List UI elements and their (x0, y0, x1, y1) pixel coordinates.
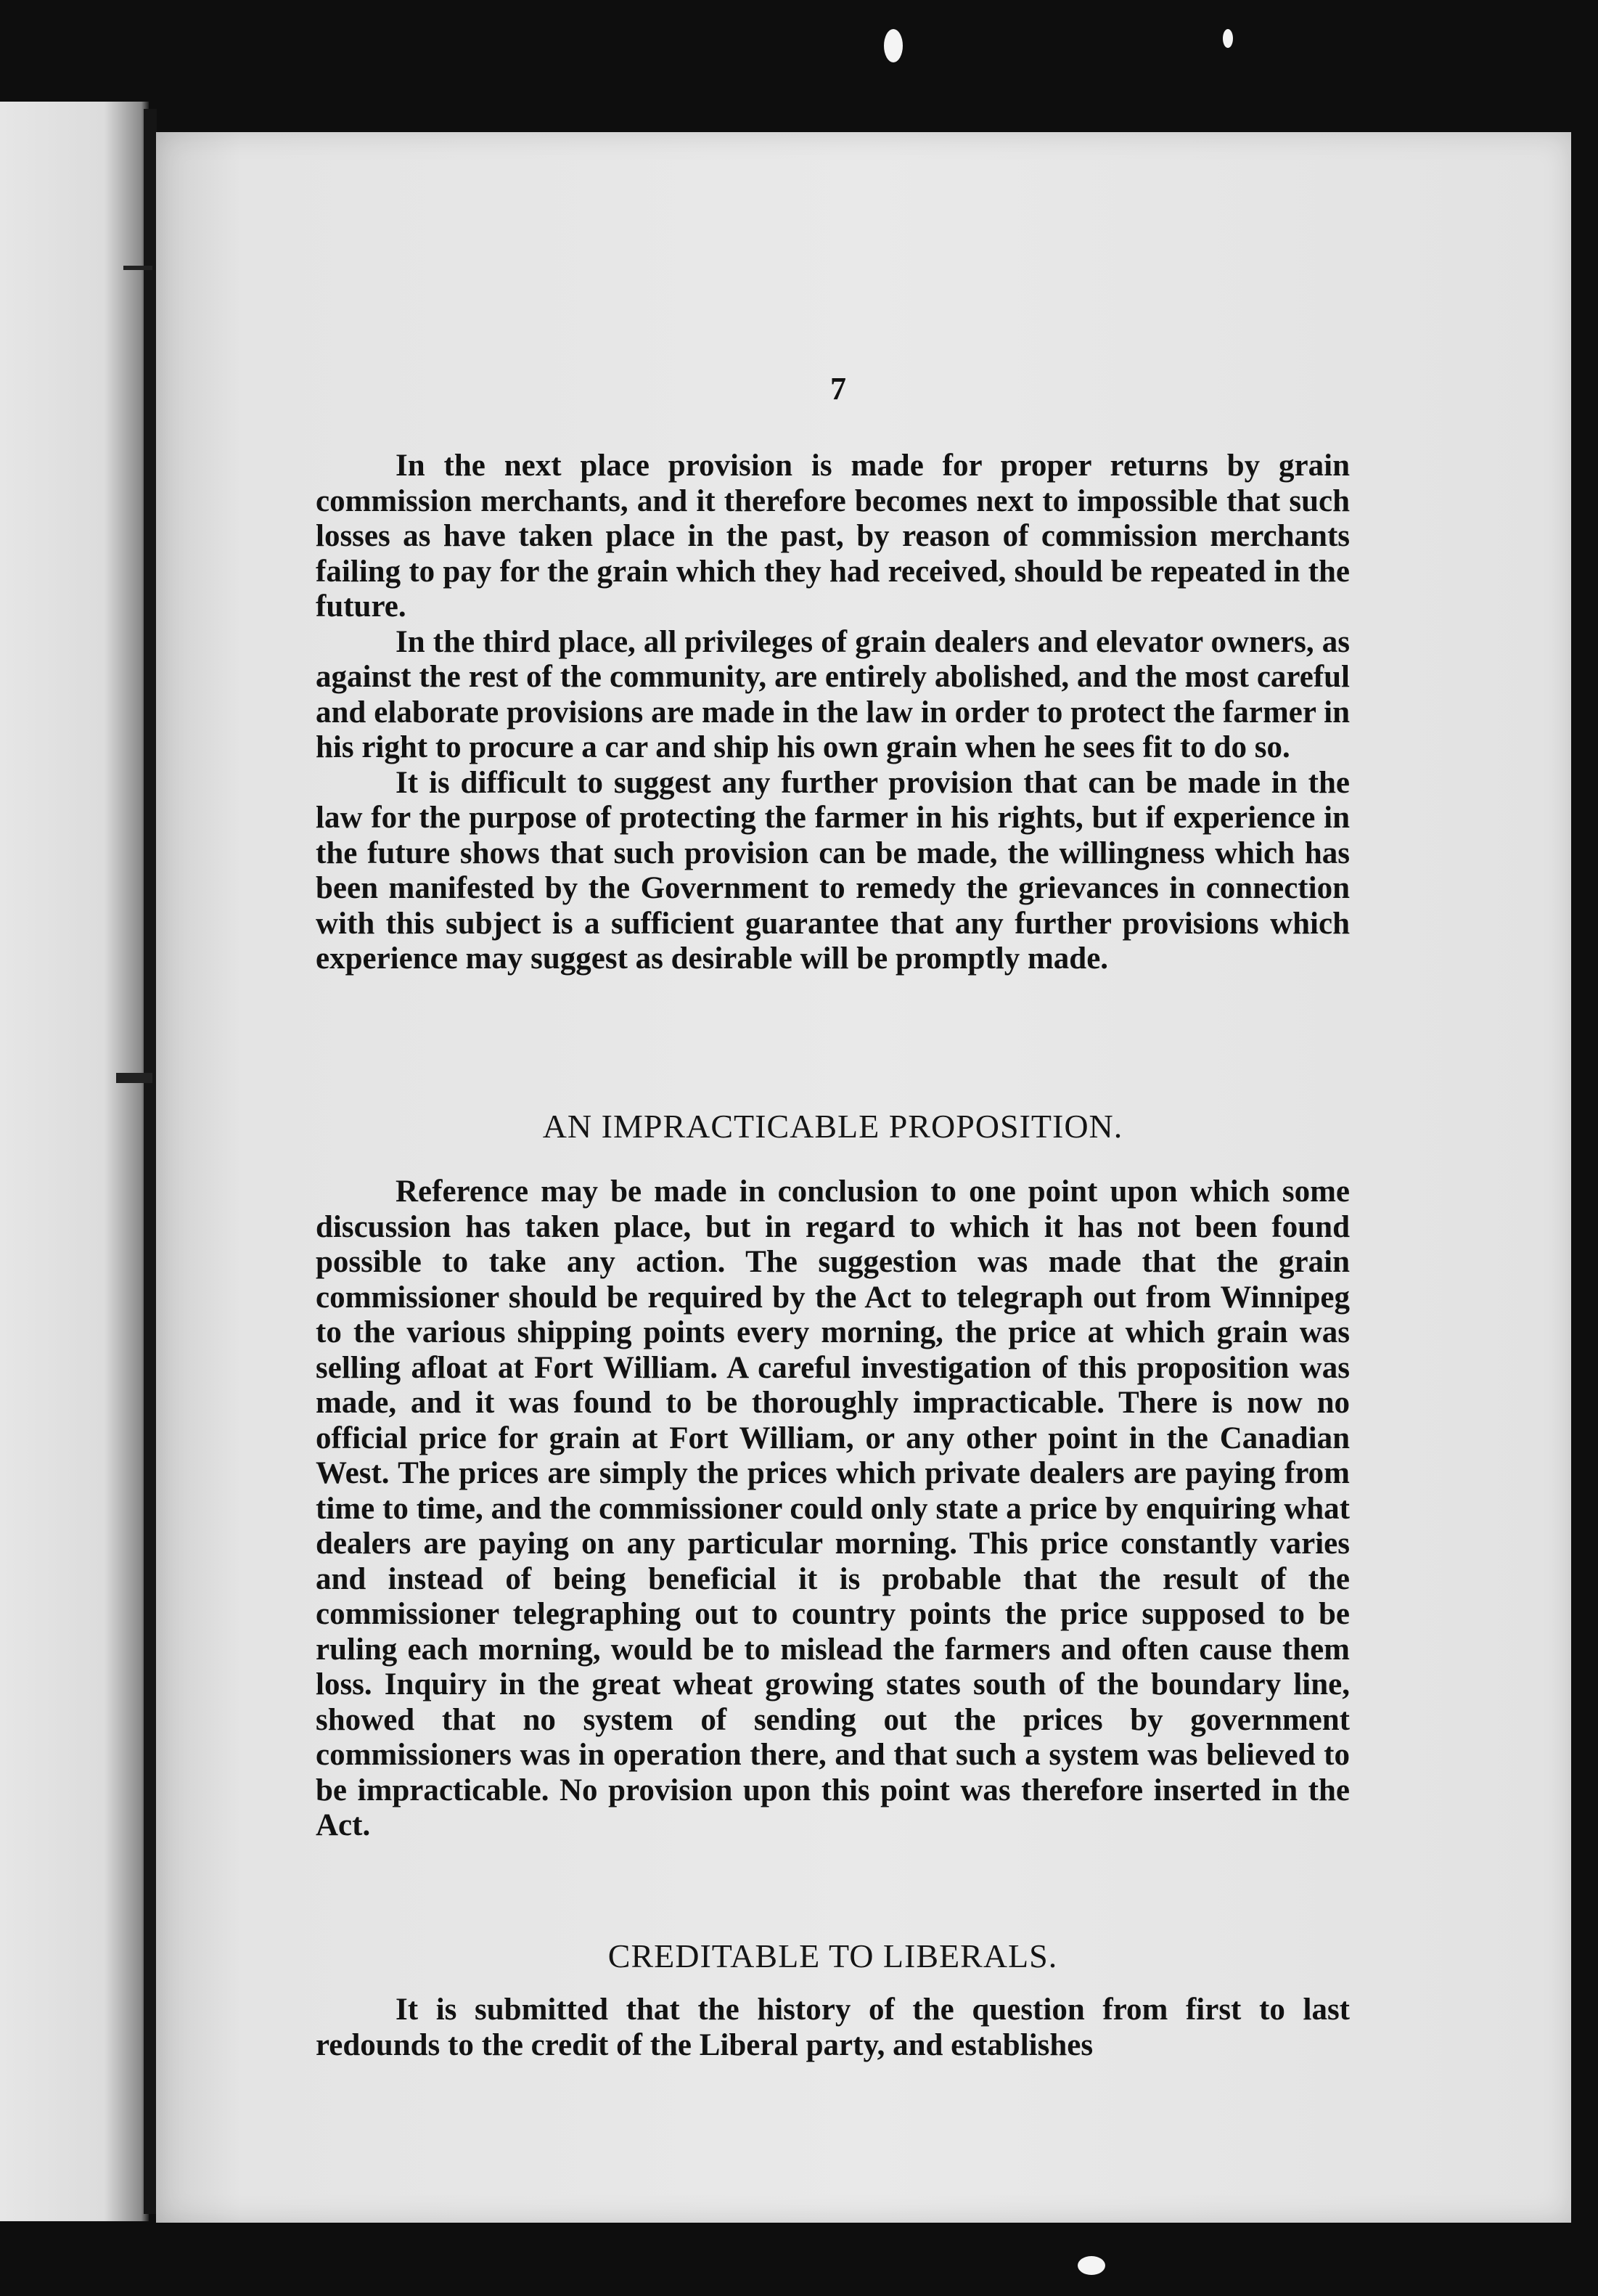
margin-mark (123, 266, 152, 270)
body-text-top (316, 449, 1350, 977)
book-gutter (144, 109, 157, 2214)
paragraph: It is difficult to suggest any further provision that can be made in the law for the purpose of protecting the farmer in his rights, but if experience in the future shows that such provision can be made, the willingness which has been manifested by the Government to remedy the grievances in connection with this subject is a sufficient guarantee that any further provisions which experience may suggest as desirable will be promptly made. (316, 765, 1350, 976)
page-number: 7 (830, 371, 846, 407)
scan-speck (1078, 2256, 1105, 2275)
paragraph: It is submitted that the history of the question from first to last redounds to the credit of the Liberal party, and establishes (316, 1993, 1350, 2062)
paragraph: In the next place provision is made for proper returns by grain commission merchants, and it therefore becomes next to impossible that such losses as have taken place in the past, by reason of commission merchants failing to pay for the grain which they had received, should be repeated in the future. (316, 449, 1350, 624)
body-text-middle (316, 1174, 1350, 1844)
scan-speck (1223, 29, 1233, 48)
body-text-bottom (316, 1993, 1350, 2063)
section-heading: CREDITABLE TO LIBERALS. (607, 1937, 1058, 1974)
paragraph: Reference may be made in conclusion to one point upon which some discussion has taken place, but in regard to which it has not been found possible to take any action. The suggestion was made that the grain commissioner should be required by the Act to telegraph out from Winnipeg to the various shipping points every morning, the price at which grain was selling afloat at Fort William. A careful investigation of this proposition was made, and it was found to be thoroughly impracticable. There is now no official price for grain at Fort William, or any other point in the Canadian West. The prices are simply the prices which private dealers are paying from time to time, and the commissioner could only state a price by enquiring what dealers are paying on any particular morning. This price constantly varies and instead of being beneficial it is probable that the result of the commissioner telegraphing out to country points the price supposed to be ruling each morning, would be to mislead the farmers and often cause them loss. Inquiry in the great wheat growing states south of the boundary line, showed that no system of sending out the prices by government commissioners was in operation there, and that such a system was believed to be impracticable. No provision upon this point was therefore inserted in the Act. (316, 1174, 1350, 1842)
section-heading: AN IMPRACTICABLE PROPOSITION. (542, 1108, 1123, 1145)
scan-speck (884, 29, 903, 62)
paragraph: In the third place, all privileges of grain dealers and elevator owners, as against the rest of the community, are entirely abolished, and the most careful and elaborate provisions are made in the law in order to protect the farmer in his right to procure a car and ship his own grain when he sees fit to do so. (316, 624, 1350, 764)
margin-mark (116, 1073, 152, 1083)
facing-page-edge (0, 102, 149, 2221)
